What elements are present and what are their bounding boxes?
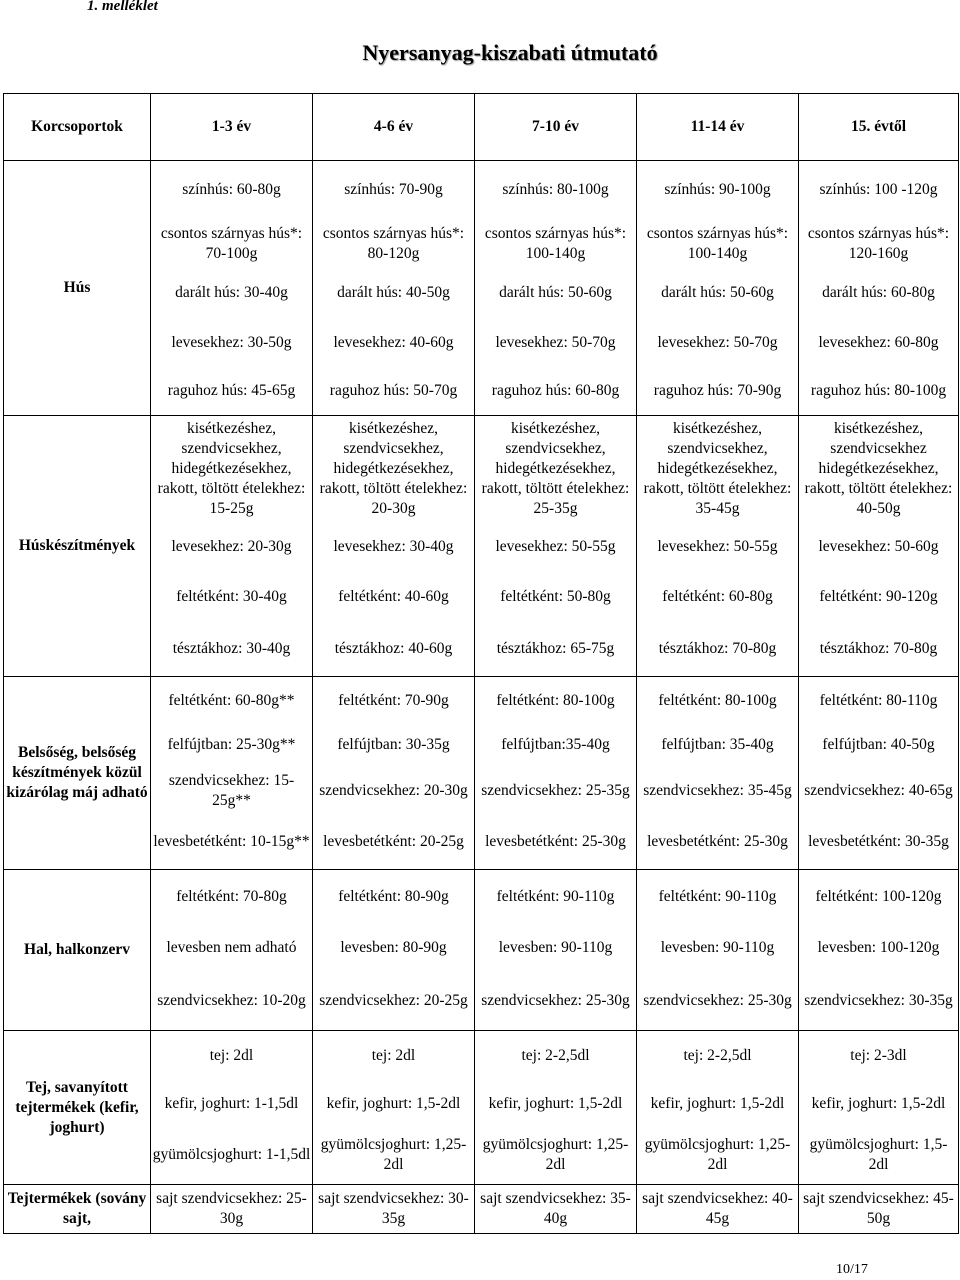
table-cell: tej: 2-2,5dl <box>637 1031 799 1081</box>
table-cell: kefir, joghurt: 1,5-2dl <box>637 1081 799 1127</box>
table-cell: felfújtban: 35-40g <box>637 725 799 766</box>
table-cell: sajt szendvicsekhez: 30-35g <box>313 1185 475 1234</box>
table-cell: tésztákhoz: 30-40g <box>151 623 313 677</box>
table-cell: szendvicsekhez: 35-45g <box>637 766 799 816</box>
table-row <box>4 161 959 220</box>
table-cell: feltétként: 80-90g <box>313 870 475 924</box>
table-cell: tésztákhoz: 40-60g <box>313 623 475 677</box>
table-cell: kefir, joghurt: 1,5-2dl <box>799 1081 959 1127</box>
category-meat: Hús <box>4 161 151 416</box>
table-cell: levesekhez: 40-60g <box>313 318 475 368</box>
table-cell: csontos szárnyas hús*: 120-160g <box>799 220 959 268</box>
table-row <box>4 416 959 522</box>
table-cell: szendvicsekhez: 10-20g <box>151 973 313 1031</box>
table-cell: gyümölcsjoghurt: 1,5-2dl <box>799 1127 959 1185</box>
table-cell: sajt szendvicsekhez: 35-40g <box>475 1185 637 1234</box>
table-cell: tésztákhoz: 70-80g <box>799 623 959 677</box>
table-cell: felfújtban: 25-30g** <box>151 725 313 766</box>
table-cell: levesekhez: 60-80g <box>799 318 959 368</box>
table-cell: színhús: 90-100g <box>637 161 799 220</box>
table-cell: raguhoz hús: 45-65g <box>151 368 313 416</box>
header-cell: 4-6 év <box>313 94 475 161</box>
table-cell: színhús: 70-90g <box>313 161 475 220</box>
table-cell: sajt szendvicsekhez: 25-30g <box>151 1185 313 1234</box>
header-cell: Korcsoportok <box>4 94 151 161</box>
header-cell: 15. évtől <box>799 94 959 161</box>
table-cell: darált hús: 60-80g <box>799 268 959 318</box>
table-row <box>4 870 959 924</box>
table-cell: kisétkezéshez, szendvicsekhez hidegétkezésekhez, rakott, töltött ételekhez: 40-50g <box>799 416 959 522</box>
table-cell: kefir, joghurt: 1,5-2dl <box>475 1081 637 1127</box>
table-cell: levesekhez: 50-55g <box>637 522 799 572</box>
table-cell: feltétként: 80-100g <box>637 677 799 725</box>
table-cell: szendvicsekhez: 20-30g <box>313 766 475 816</box>
table-cell: levesbetétként: 25-30g <box>475 816 637 870</box>
page-title: Nyersanyag-kiszabati útmutató <box>362 40 658 65</box>
table-cell: kefir, joghurt: 1-1,5dl <box>151 1081 313 1127</box>
table-cell: raguhoz hús: 70-90g <box>637 368 799 416</box>
table-cell: feltétként: 90-110g <box>475 870 637 924</box>
table-cell: raguhoz hús: 50-70g <box>313 368 475 416</box>
table-cell: darált hús: 50-60g <box>475 268 637 318</box>
table-cell: tej: 2dl <box>313 1031 475 1081</box>
category-dairy-products: Tejtermékek (sovány sajt, <box>4 1185 151 1234</box>
table-cell: felfújtban: 30-35g <box>313 725 475 766</box>
table-cell: levesekhez: 30-40g <box>313 522 475 572</box>
table-cell: felfújtban: 40-50g <box>799 725 959 766</box>
table-cell: kisétkezéshez, szendvicsekhez, hidegétkezésekhez, rakott, töltött ételekhez: 20-30g <box>313 416 475 522</box>
table-cell: tej: 2-2,5dl <box>475 1031 637 1081</box>
table-cell: színhús: 100 -120g <box>799 161 959 220</box>
ration-table <box>3 93 959 1234</box>
table-row <box>4 1185 959 1234</box>
table-cell: csontos szárnyas hús*: 100-140g <box>475 220 637 268</box>
table-cell: csontos szárnyas hús*: 80-120g <box>313 220 475 268</box>
table-cell: színhús: 60-80g <box>151 161 313 220</box>
table-cell: tésztákhoz: 70-80g <box>637 623 799 677</box>
table-cell: kisétkezéshez, szendvicsekhez, hidegétkezésekhez, rakott, töltött ételekhez: 35-45g <box>637 416 799 522</box>
table-cell: levesekhez: 50-70g <box>637 318 799 368</box>
table-cell: színhús: 80-100g <box>475 161 637 220</box>
table-cell: feltétként: 70-80g <box>151 870 313 924</box>
table-cell: kisétkezéshez, szendvicsekhez, hidegétkezésekhez, rakott, töltött ételekhez: 25-35g <box>475 416 637 522</box>
table-cell: levesben: 100-120g <box>799 924 959 973</box>
table-cell: csontos szárnyas hús*: 100-140g <box>637 220 799 268</box>
table-cell: feltétként: 50-80g <box>475 572 637 623</box>
table-cell: feltétként: 80-110g <box>799 677 959 725</box>
table-cell: kefir, joghurt: 1,5-2dl <box>313 1081 475 1127</box>
table-cell: levesekhez: 30-50g <box>151 318 313 368</box>
table-cell: sajt szendvicsekhez: 40-45g <box>637 1185 799 1234</box>
table-cell: csontos szárnyas hús*: 70-100g <box>151 220 313 268</box>
table-cell: tésztákhoz: 65-75g <box>475 623 637 677</box>
header-cell: 7-10 év <box>475 94 637 161</box>
table-cell: szendvicsekhez: 25-30g <box>637 973 799 1031</box>
table-cell: levesben: 90-110g <box>475 924 637 973</box>
category-offal: Belsőség, belsőség készítmények közül kizárólag máj adható <box>4 677 151 870</box>
header-cell: 1-3 év <box>151 94 313 161</box>
table-cell: raguhoz hús: 60-80g <box>475 368 637 416</box>
table-cell: levesekhez: 50-60g <box>799 522 959 572</box>
table-cell: feltétként: 100-120g <box>799 870 959 924</box>
table-row <box>4 677 959 725</box>
table-cell: levesben: 90-110g <box>637 924 799 973</box>
table-cell: levesekhez: 20-30g <box>151 522 313 572</box>
table-cell: levesbetétként: 25-30g <box>637 816 799 870</box>
table-cell: levesbetétként: 30-35g <box>799 816 959 870</box>
table-cell: darált hús: 40-50g <box>313 268 475 318</box>
table-cell: gyümölcsjoghurt: 1,25-2dl <box>313 1127 475 1185</box>
table-cell: feltétként: 30-40g <box>151 572 313 623</box>
table-cell: szendvicsekhez: 40-65g <box>799 766 959 816</box>
table-cell: kisétkezéshez, szendvicsekhez, hidegétkezésekhez, rakott, töltött ételekhez: 15-25g <box>151 416 313 522</box>
category-fish: Hal, halkonzerv <box>4 870 151 1031</box>
table-cell: levesekhez: 50-70g <box>475 318 637 368</box>
table-cell: szendvicsekhez: 20-25g <box>313 973 475 1031</box>
table-cell: tej: 2dl <box>151 1031 313 1081</box>
table-cell: darált hús: 30-40g <box>151 268 313 318</box>
table-cell: gyümölcsjoghurt: 1,25-2dl <box>637 1127 799 1185</box>
header-cell: 11-14 év <box>637 94 799 161</box>
table-cell: levesbetétként: 10-15g** <box>151 816 313 870</box>
table-cell: felfújtban:35-40g <box>475 725 637 766</box>
table-cell: szendvicsekhez: 30-35g <box>799 973 959 1031</box>
table-cell: szendvicsekhez: 25-30g <box>475 973 637 1031</box>
table-cell: darált hús: 50-60g <box>637 268 799 318</box>
category-dairy: Tej, savanyított tejtermékek (kefir, joghurt) <box>4 1031 151 1185</box>
table-row <box>4 1031 959 1081</box>
table-cell: levesben: 80-90g <box>313 924 475 973</box>
table-cell: gyümölcsjoghurt: 1,25-2dl <box>475 1127 637 1185</box>
table-cell: feltétként: 80-100g <box>475 677 637 725</box>
table-cell: feltétként: 60-80g <box>637 572 799 623</box>
table-cell: szendvicsekhez: 25-35g <box>475 766 637 816</box>
page-number: 10/17 <box>836 1262 868 1277</box>
table-cell: levesbetétként: 20-25g <box>313 816 475 870</box>
table-cell: feltétként: 90-120g <box>799 572 959 623</box>
table-cell: levesekhez: 50-55g <box>475 522 637 572</box>
header-row <box>4 94 959 161</box>
table-cell: tej: 2-3dl <box>799 1031 959 1081</box>
table-cell: gyümölcsjoghurt: 1-1,5dl <box>151 1127 313 1185</box>
category-meat-products: Húskészítmények <box>4 416 151 677</box>
table-cell: sajt szendvicsekhez: 45-50g <box>799 1185 959 1234</box>
table-cell: levesben nem adható <box>151 924 313 973</box>
table-cell: feltétként: 70-90g <box>313 677 475 725</box>
table-cell: feltétként: 60-80g** <box>151 677 313 725</box>
annex-label: 1. melléklet <box>87 0 158 14</box>
table-cell: feltétként: 90-110g <box>637 870 799 924</box>
table-cell: feltétként: 40-60g <box>313 572 475 623</box>
table-cell: raguhoz hús: 80-100g <box>799 368 959 416</box>
table-cell: szendvicsekhez: 15-25g** <box>151 766 313 816</box>
